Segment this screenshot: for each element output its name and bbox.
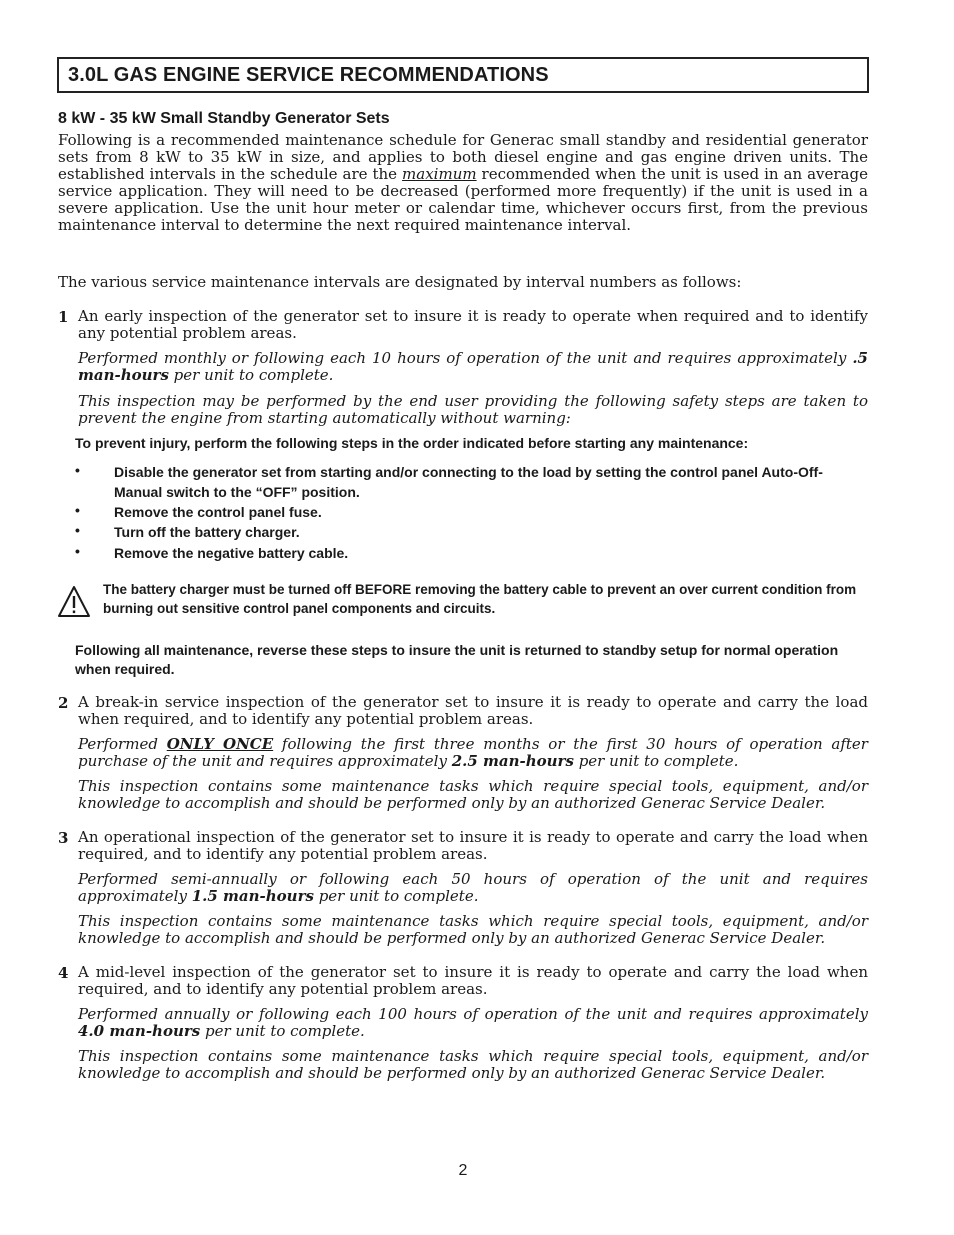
performed-text: Performed annually or following each 100 hours of operation of the unit and requires approximately [78,1005,868,1023]
interval-performed [78,736,868,770]
performed-text-mid: following the first three months or the first 30 hours of operation after purchase of the unit and requires approximately [78,735,868,770]
safety-step: Disable the generator set from starting and/or connecting to the load by setting the control panel Auto-Off-Manual switch to the “OFF” position. [114,464,823,500]
safety-step: Turn off the battery charger. [114,524,300,540]
interval-note: This inspection contains some maintenance tasks which require special tools, equipment, and/or knowledge to accomplish and should be performed only by an authorized Generac Service Dealer. [78,912,868,947]
bullet: • [75,543,80,559]
performed-text: Performed [78,735,167,753]
bullet: • [75,522,80,538]
interval-performed [78,1006,868,1040]
intro-paragraph [58,132,868,234]
caution-text: The battery charger must be turned off BEFORE removing the battery cable to prevent an over current condition from burning out sensitive control panel components and circuits. [103,582,857,616]
intro-emphasis: maximum [402,165,477,183]
man-hours: 2.5 man-hours [451,752,574,770]
warning-triangle-icon [57,585,91,619]
interval-number: 4 [58,964,69,982]
reverse-steps-note: Following all maintenance, reverse these steps to insure the unit is returned to standby setup for normal operation when required. [75,642,839,677]
interval-note: This inspection contains some maintenance tasks which require special tools, equipment, and/or knowledge to accomplish and should be performed only by an authorized Generac Service Dealer. [78,777,868,812]
man-hours: 1.5 man-hours [191,887,314,905]
intro-text-2: recommended when the unit is used in an average service application. They will need to be decreased (performed more frequently) if the unit is used in a severe application. Use the unit hour meter or calendar time, whichever occurs first, from the previous maintenance interval to determine the next required maintenance interval. [58,165,868,234]
performed-text-end: per unit to complete. [573,752,739,770]
performed-text-end: per unit to complete. [168,366,334,384]
interval-note: This inspection contains some maintenance tasks which require special tools, equipment, and/or knowledge to accomplish and should be performed only by an authorized Generac Service Dealer. [78,1047,868,1082]
intro-text-1: Following is a recommended maintenance schedule for Generac small standby and residential generator sets from 8 kW to 35 kW in size, and applies to both diesel engine and gas engine driven units. The established intervals in the schedule are the [58,131,868,183]
safety-step: Remove the control panel fuse. [114,504,322,520]
interval-performed [78,871,868,905]
only-once: ONLY ONCE [166,735,274,753]
bullet: • [75,462,80,478]
section-subtitle: 8 kW - 35 kW Small Standby Generator Sets [58,110,390,127]
interval-note: This inspection may be performed by the end user providing the following safety steps are taken to prevent the engine from starting automatically without warning: [78,392,868,427]
intervals-intro: The various service maintenance intervals are designated by interval numbers as follows: [58,273,742,291]
page-title: 3.0L GAS ENGINE SERVICE RECOMMENDATIONS [68,64,549,86]
interval-performed [78,350,868,384]
interval-description: A break-in service inspection of the generator set to insure it is ready to operate and carry the load when required, and to identify any potential problem areas. [78,693,868,728]
man-hours: .5 man-hours [78,349,868,384]
safety-step: Remove the negative battery cable. [114,545,349,561]
performed-text: Performed monthly or following each 10 hours of operation of the unit and requires approximately [78,349,853,367]
safety-heading: To prevent injury, perform the following steps in the order indicated before starting any maintenance: [75,435,749,451]
performed-text: Performed semi-annually or following each 50 hours of operation of the unit and requires approximately [78,870,868,905]
page-number: 2 [458,1162,468,1179]
interval-number: 3 [58,829,69,847]
performed-text-end: per unit to complete. [200,1022,365,1040]
interval-number: 2 [58,694,69,712]
bullet: • [75,502,80,518]
interval-description: An early inspection of the generator set to insure it is ready to operate when required and to identify any potential problem areas. [78,307,868,342]
page-title-box [57,57,869,93]
interval-number: 1 [58,308,69,326]
performed-text-end: per unit to complete. [313,887,479,905]
interval-description: A mid-level inspection of the generator set to insure it is ready to operate and carry the load when required, and to identify any potential problem areas. [78,963,868,998]
interval-description: An operational inspection of the generator set to insure it is ready to operate and carry the load when required, and to identify any potential problem areas. [78,828,868,863]
man-hours: 4.0 man-hours [78,1022,201,1040]
